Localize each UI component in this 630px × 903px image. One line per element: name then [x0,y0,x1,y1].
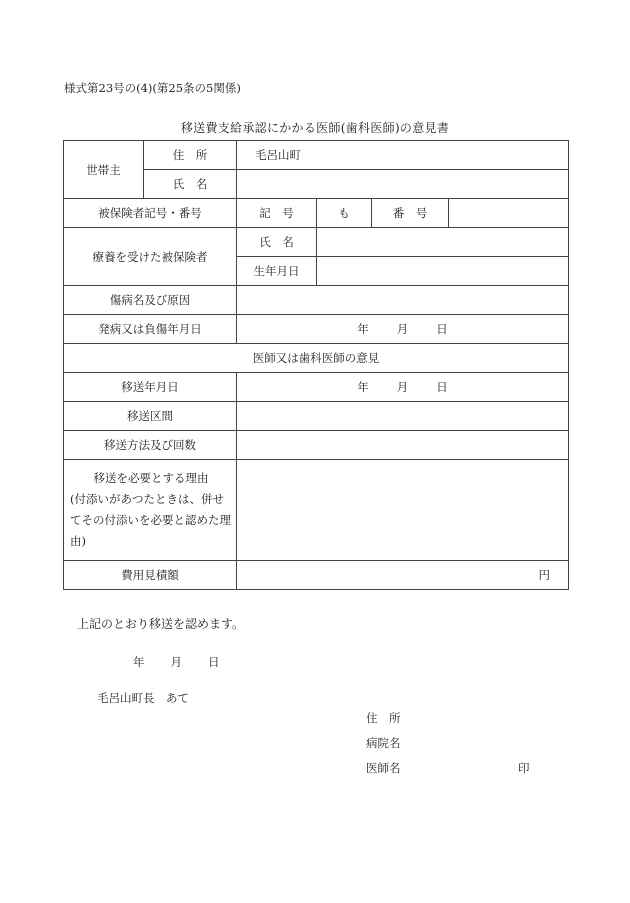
doctor-name-label: 医師名 [366,761,401,775]
patient-name-label: 氏 名 [237,228,317,257]
household-address-field[interactable]: 毛呂山町 [237,141,569,170]
table-row [64,315,569,344]
table-row [64,199,569,228]
patient-dob-field[interactable] [317,257,569,286]
household-name-field[interactable] [237,170,569,199]
opinion-form-table [63,140,569,590]
opinion-header: 医師又は歯科医師の意見 [64,344,569,373]
cost-label: 費用見積額 [64,561,237,590]
transfer-section-field[interactable] [237,402,569,431]
table-row [64,402,569,431]
household-address-label: 住 所 [144,141,237,170]
year-unit: 年 [133,655,145,669]
approval-date[interactable] [133,654,220,670]
reason-label-cell [64,460,237,561]
number-label: 番 号 [372,199,449,228]
patient-label: 療養を受けた被保険者 [64,228,237,286]
cost-field[interactable] [237,561,569,590]
insured-number-label: 被保険者記号・番号 [64,199,237,228]
year-unit: 年 [357,380,369,394]
table-row [64,431,569,460]
illness-field[interactable] [237,286,569,315]
transfer-section-label: 移送区間 [64,402,237,431]
table-row [64,460,569,561]
day-unit: 日 [436,322,448,336]
illness-label: 傷病名及び原因 [64,286,237,315]
symbol-label: 記 号 [237,199,317,228]
table-row [64,286,569,315]
hospital-name-label: 病院名 [366,736,401,750]
seal-mark: 印 [518,761,530,775]
transfer-date-label: 移送年月日 [64,373,237,402]
month-unit: 月 [396,322,409,336]
transfer-method-label: 移送方法及び回数 [64,431,237,460]
form-title: 移送費支給承認にかかる医師(歯科医師)の意見書 [180,121,450,135]
transfer-date-field[interactable] [237,373,569,402]
onset-label: 発病又は負傷年月日 [64,315,237,344]
onset-date-field[interactable] [237,315,569,344]
table-row [64,228,569,257]
reason-field[interactable] [237,460,569,561]
table-row [64,344,569,373]
addressee: 毛呂山町長 あて [97,691,189,705]
day-unit: 日 [208,655,220,669]
year-unit: 年 [357,322,369,336]
doctor-address-label: 住 所 [366,711,401,725]
household-head-label: 世帯主 [64,141,144,199]
table-row [64,141,569,170]
table-row [64,373,569,402]
day-unit: 日 [436,380,448,394]
form-number: 様式第23号の(4)(第25条の5関係) [64,81,241,95]
reason-note: (付添いがあつたときは、併せてその付添いを必要と認めた理由) [70,492,231,548]
month-unit: 月 [170,655,182,669]
month-unit: 月 [396,380,409,394]
cost-unit: 円 [538,568,550,582]
number-field[interactable] [449,199,569,228]
reason-label: 移送を必要とする理由 [93,471,209,485]
transfer-method-field[interactable] [237,431,569,460]
patient-dob-label: 生年月日 [237,257,317,286]
symbol-field[interactable]: も [317,199,372,228]
table-row [64,561,569,590]
approval-text: 上記のとおり移送を認めます。 [77,617,245,631]
patient-name-field[interactable] [317,228,569,257]
household-name-label: 氏 名 [144,170,237,199]
